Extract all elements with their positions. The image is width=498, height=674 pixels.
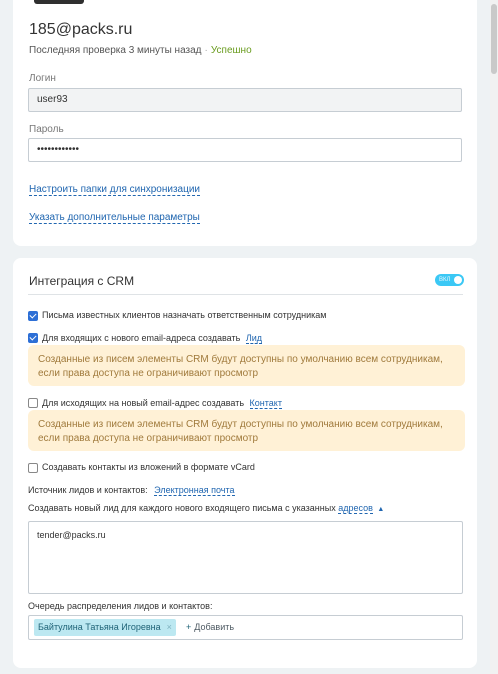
incoming-checkbox[interactable] (28, 333, 38, 343)
source-label: Источник лидов и контактов: (28, 485, 148, 495)
remove-tag-icon[interactable]: × (166, 622, 172, 632)
toggle-knob (454, 276, 462, 284)
last-check-label: Последняя проверка 3 минуты назад (29, 45, 202, 56)
crm-toggle-text: ВКЛ (439, 277, 451, 283)
password-field[interactable]: •••••••••••• (28, 138, 462, 162)
addresses-link[interactable]: адресов (338, 503, 373, 513)
last-check-line (29, 45, 252, 56)
extra-params-link[interactable]: Указать дополнительные параметры (29, 212, 200, 223)
queue-tag (34, 619, 176, 636)
queue-label: Очередь распределения лидов и контактов: (28, 601, 213, 611)
chevron-up-icon[interactable]: ▲ (377, 506, 385, 513)
sync-folders-link[interactable]: Настроить папки для синхронизации (29, 184, 201, 195)
last-check-separator: · (204, 45, 208, 56)
outgoing-notice: Созданные из писем элементы CRM будут доступны по умолчанию всем сотрудникам, если права доступа не ограничивают просмотр (28, 410, 465, 451)
known-clients-checkbox[interactable] (28, 311, 38, 321)
incoming-notice: Созданные из писем элементы CRM будут доступны по умолчанию всем сотрудникам, если права доступа не ограничивают просмотр (28, 345, 465, 386)
last-check-status: Успешно (210, 45, 252, 56)
scrollbar-thumb[interactable] (491, 4, 497, 74)
add-queue-label: Добавить (194, 622, 235, 632)
source-link[interactable]: Электронная почта (154, 485, 235, 495)
outgoing-checkbox[interactable] (28, 398, 38, 408)
outgoing-entity-link[interactable]: Контакт (249, 398, 282, 408)
vcard-label: Создавать контакты из вложений в формате vCard (42, 462, 255, 472)
add-queue-member-button[interactable] (186, 622, 234, 632)
vcard-checkbox[interactable] (28, 463, 38, 473)
incoming-label: Для входящих с нового email-адреса создавать (42, 333, 241, 343)
mailbox-email: 185@packs.ru (29, 21, 133, 38)
outgoing-label: Для исходящих на новый email-адрес создавать (42, 398, 245, 408)
crm-section-title: Интеграция с CRM (29, 274, 135, 288)
login-field[interactable]: user93 (28, 88, 462, 112)
queue-selector[interactable] (28, 615, 463, 640)
addresses-textarea[interactable]: tender@packs.ru (28, 521, 463, 594)
password-label: Пароль (29, 124, 64, 135)
login-label: Логин (29, 73, 56, 84)
crm-toggle[interactable] (435, 274, 464, 286)
new-lead-label: Создавать новый лид для каждого нового входящего письма с указанных (28, 503, 336, 513)
known-clients-label: Письма известных клиентов назначать ответственным сотрудникам (42, 310, 327, 320)
crm-divider (28, 294, 463, 295)
incoming-entity-link[interactable]: Лид (245, 333, 262, 343)
plus-icon: + (186, 622, 192, 632)
page-scrollbar[interactable] (490, 0, 498, 674)
queue-tag-label: Байтулина Татьяна Игоревна (38, 622, 161, 632)
mailbox-logo (34, 0, 84, 4)
